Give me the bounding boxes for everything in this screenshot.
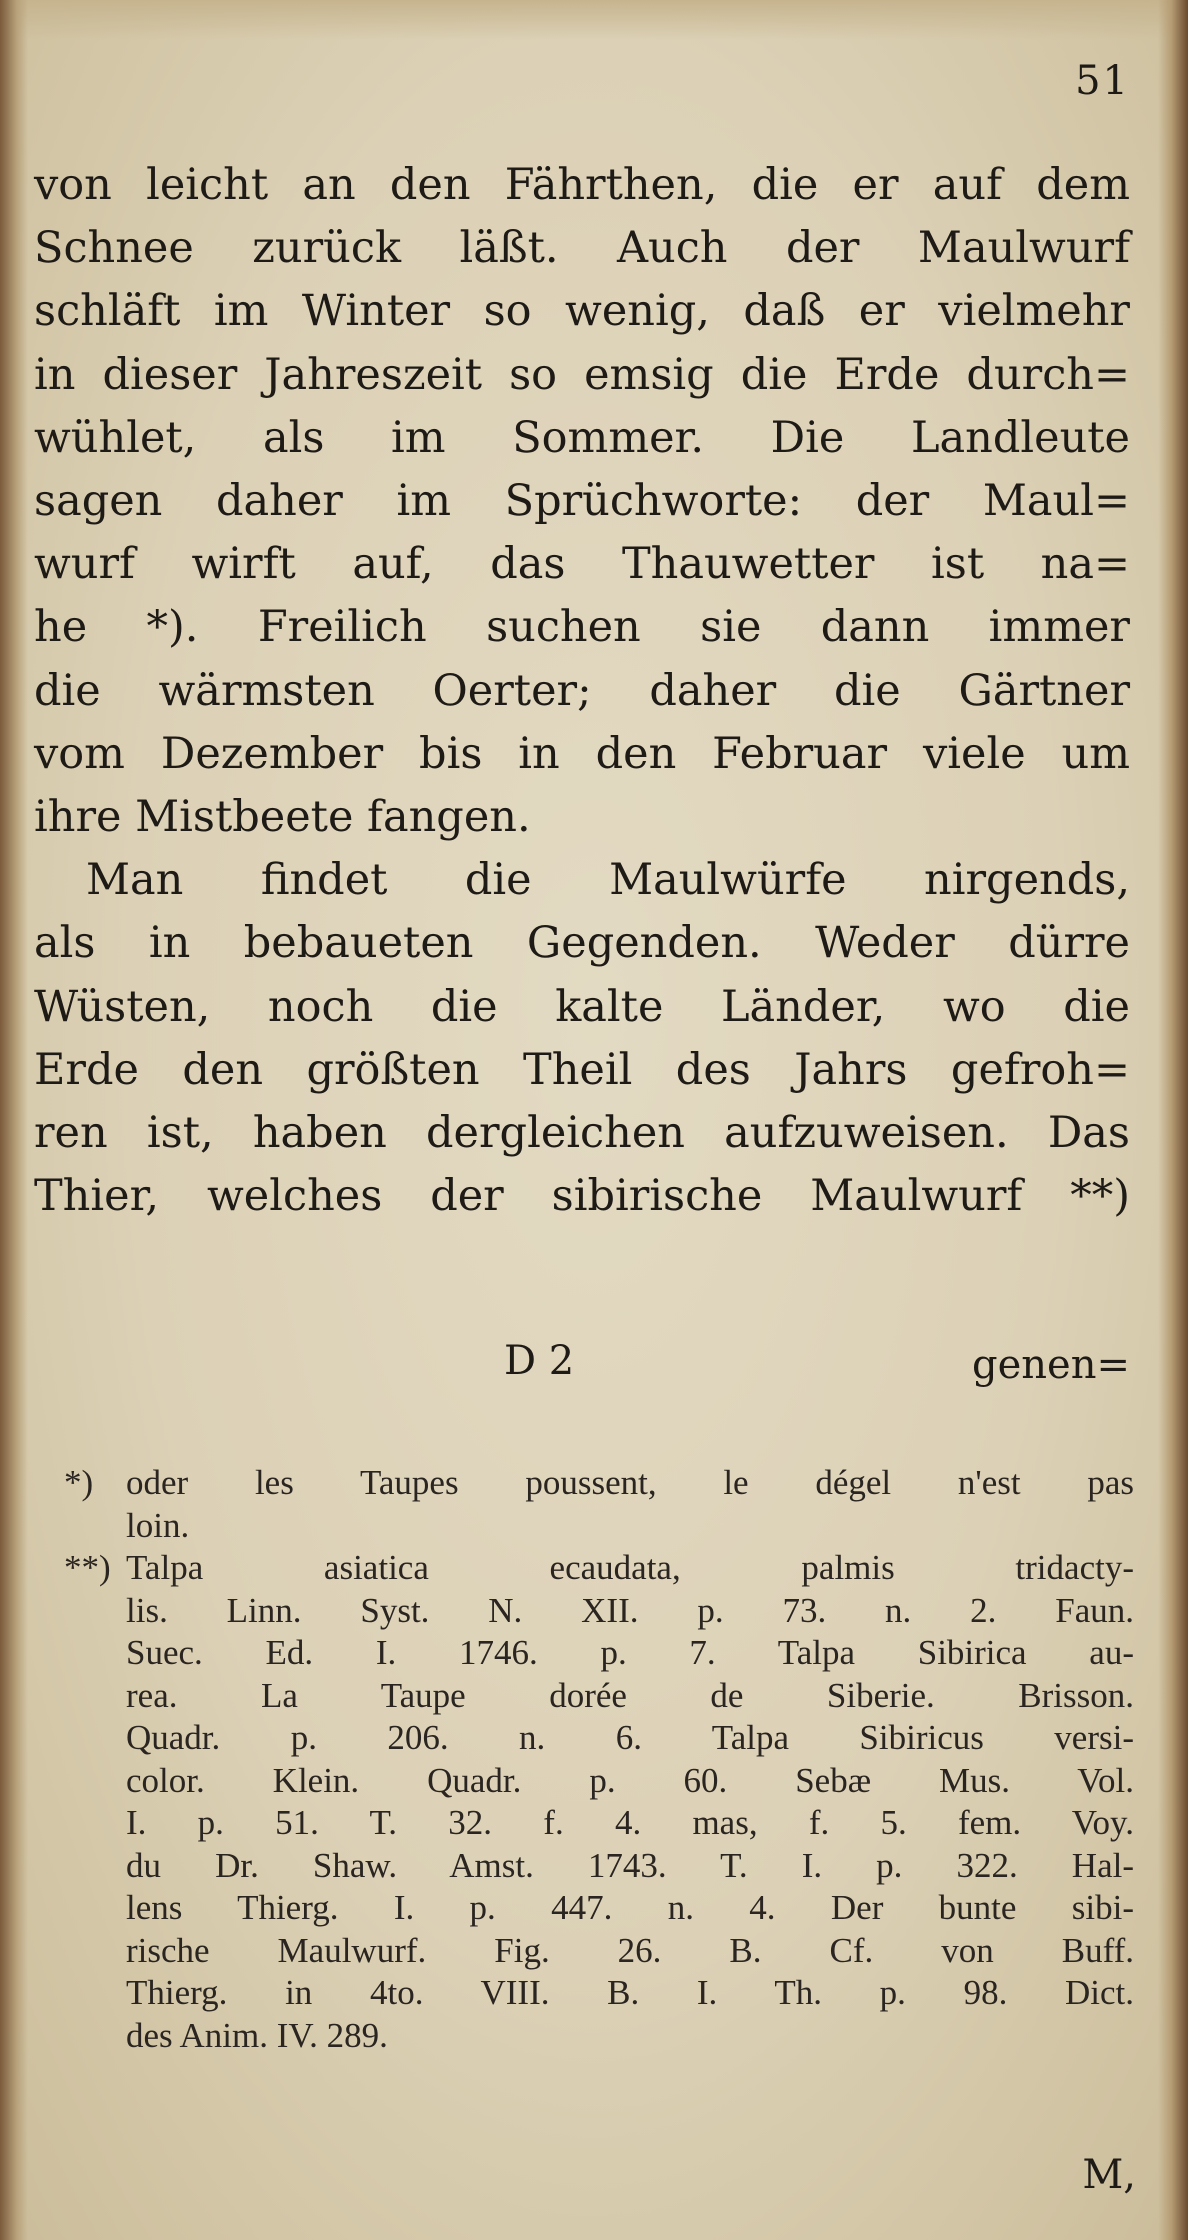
- page-top-edge-shadow: [0, 0, 1188, 40]
- footnote-text: oder les Taupes poussent, le dégel n'est pas: [126, 1463, 1134, 1502]
- main-text-block: [34, 154, 1130, 1228]
- body-line: he *). Freilich suchen sie dann immer: [34, 602, 1130, 653]
- body-line: wühlet, als im Sommer. Die Landleute: [34, 412, 1130, 463]
- page-number: 51: [1075, 58, 1130, 104]
- body-line: Wüsten, noch die kalte Länder, wo die: [34, 981, 1130, 1032]
- body-line: als in bebaueten Gegenden. Weder dürre: [34, 918, 1130, 969]
- body-line: schläft im Winter so wenig, daß er vielmehr: [34, 286, 1130, 337]
- footnote-line: [64, 1547, 1134, 1590]
- footnote-line: des Anim. IV. 289.: [126, 2015, 388, 2055]
- footnote-text: Talpa asiatica ecaudata, palmis tridacty-: [126, 1548, 1134, 1587]
- body-line: Thier, welches der sibirische Maulwurf **): [34, 1171, 1130, 1222]
- footnotes-block: [64, 1462, 1134, 2057]
- footnote-line: Quadr. p. 206. n. 6. Talpa Sibiricus versi-: [126, 1718, 1134, 1757]
- footnote-line: lens Thierg. I. p. 447. n. 4. Der bunte sibi-: [126, 1888, 1134, 1927]
- footnote-marker: *): [64, 1463, 94, 1502]
- footnote: [64, 1547, 1134, 2057]
- body-line: Erde den größten Theil des Jahrs gefroh=: [34, 1044, 1130, 1095]
- body-line: von leicht an den Fährthen, die er auf dem: [34, 160, 1130, 210]
- footnote-line: [64, 1462, 1134, 1505]
- footnote: [64, 1462, 1134, 1547]
- footnote-line: du Dr. Shaw. Amst. 1743. T. I. p. 322. Hal-: [126, 1845, 1134, 1885]
- page-right-edge-shadow: [1158, 0, 1188, 2240]
- footnote-line: rische Maulwurf. Fig. 26. B. Cf. von Buff.: [126, 1930, 1134, 1970]
- footnote-line: lis. Linn. Syst. N. XII. p. 73. n. 2. Faun.: [126, 1590, 1134, 1630]
- signature-row: [34, 1338, 1130, 1398]
- page-left-edge-shadow: [0, 0, 28, 2240]
- body-line: sagen daher im Sprüchworte: der Maul=: [34, 476, 1130, 527]
- footnote-line: rea. La Taupe dorée de Siberie. Brisson.: [126, 1675, 1134, 1715]
- bottom-catchword: M,: [1082, 2152, 1136, 2198]
- printer-signature: D 2: [504, 1338, 575, 1384]
- body-line: Schnee zurück läßt. Auch der Maulwurf: [34, 223, 1130, 274]
- body-line: die wärmsten Oerter; daher die Gärtner: [34, 665, 1130, 716]
- catchword: genen=: [972, 1342, 1130, 1388]
- footnote-line: color. Klein. Quadr. p. 60. Sebæ Mus. Vol.: [126, 1760, 1134, 1800]
- body-line: vom Dezember bis in den Februar viele um: [34, 728, 1130, 779]
- body-line: Man findet die Maulwürfe nirgends,: [86, 855, 1130, 906]
- footnote-line: Suec. Ed. I. 1746. p. 7. Talpa Sibirica au-: [126, 1633, 1134, 1672]
- body-line: ihre Mistbeete fangen.: [34, 792, 531, 843]
- footnote-marker: **): [64, 1548, 111, 1587]
- footnote-line: I. p. 51. T. 32. f. 4. mas, f. 5. fem. Voy.: [126, 1803, 1134, 1842]
- body-line: wurf wirft auf, das Thauwetter ist na=: [34, 539, 1130, 590]
- body-line: ren ist, haben dergleichen aufzuweisen. Das: [34, 1108, 1130, 1159]
- footnote-line: loin.: [126, 1505, 190, 1545]
- footnote-line: Thierg. in 4to. VIII. B. I. Th. p. 98. Dict.: [126, 1973, 1134, 2012]
- body-line: in dieser Jahreszeit so emsig die Erde durch=: [34, 349, 1130, 400]
